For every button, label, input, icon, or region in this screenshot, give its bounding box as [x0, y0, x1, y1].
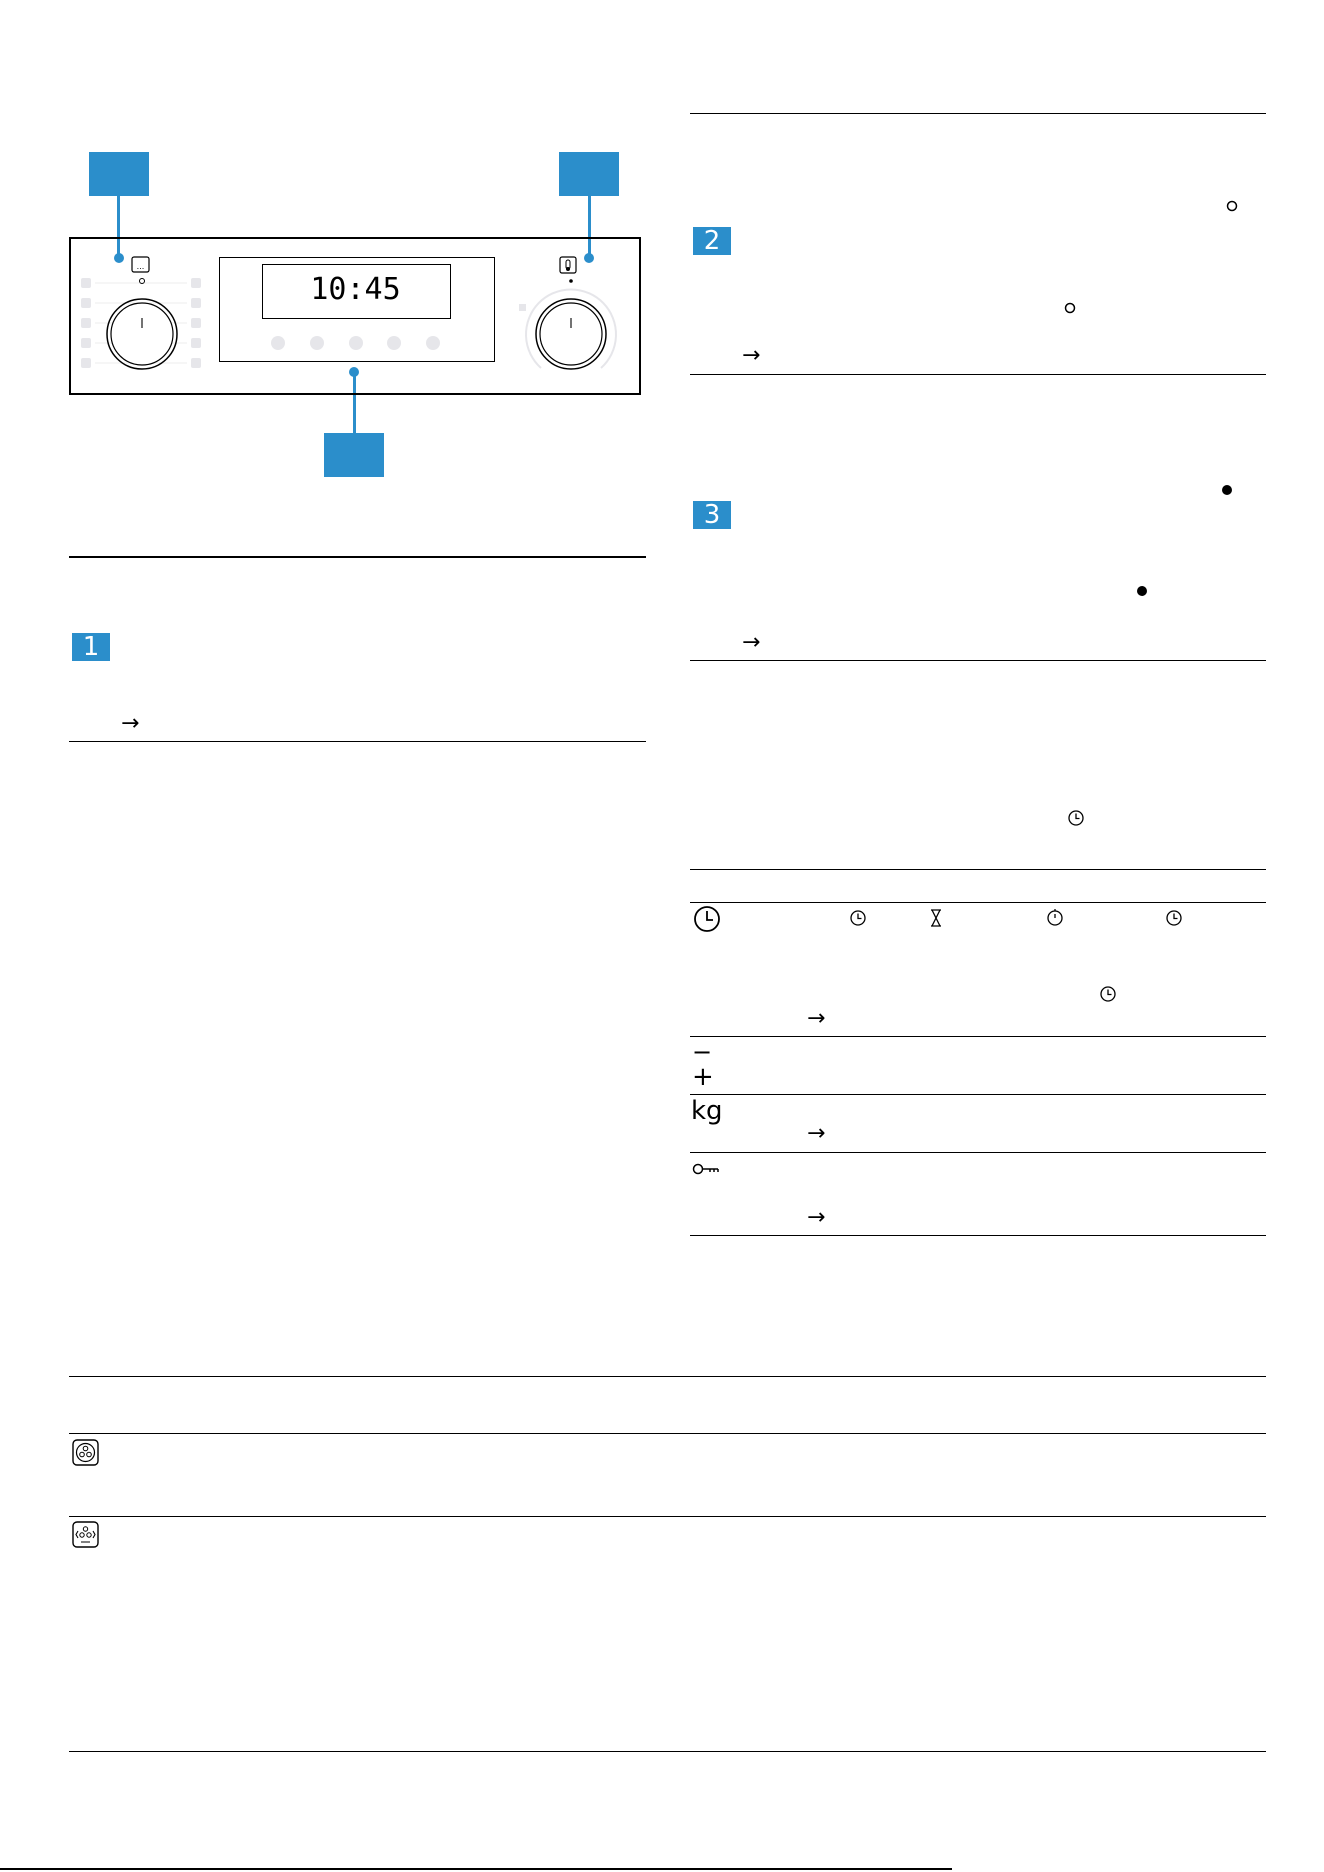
control-panel-illustration [0, 0, 660, 500]
hourglass-icon [929, 909, 943, 927]
divider [69, 556, 646, 558]
table-rule [690, 902, 1266, 903]
circle-outline-icon [1064, 302, 1076, 314]
svg-text:...: ... [136, 262, 145, 271]
clock-icon [849, 909, 867, 927]
weight-icon: kg [691, 1096, 723, 1126]
table-rule [690, 1036, 1266, 1037]
display-button[interactable] [349, 336, 363, 350]
section-badge-3: 3 [693, 501, 731, 529]
display-button[interactable] [387, 336, 401, 350]
clock-icon [1165, 909, 1183, 927]
arrow-icon: → [807, 1121, 826, 1146]
temperature-selector[interactable] [508, 248, 628, 376]
divider [690, 374, 1266, 375]
clock-icon [693, 905, 721, 933]
minus-icon: − [692, 1038, 713, 1066]
table-rule [69, 1376, 1266, 1377]
circle-filled-icon [1136, 585, 1148, 597]
table-rule [69, 1516, 1266, 1517]
arrow-icon: → [807, 1006, 826, 1031]
callout-box-left [89, 152, 149, 196]
display-button[interactable] [271, 336, 285, 350]
divider [69, 741, 646, 742]
table-rule [690, 1094, 1266, 1095]
table-rule [690, 1152, 1266, 1153]
section-badge-1: 1 [72, 633, 110, 661]
section-badge-2: 2 [693, 227, 731, 255]
function-selector[interactable] [75, 248, 210, 376]
display-module [219, 257, 495, 362]
callout-box-bottom [324, 433, 384, 477]
arrow-icon: → [742, 630, 761, 655]
display-button[interactable] [426, 336, 440, 350]
circle-filled-icon [1221, 484, 1233, 496]
arrow-icon: → [807, 1205, 826, 1230]
table-rule [69, 1433, 1266, 1434]
clock-icon [1067, 809, 1085, 827]
table-rule [690, 869, 1266, 870]
display-button[interactable] [310, 336, 324, 350]
divider [690, 113, 1266, 114]
fan-hot-air-icon [72, 1521, 99, 1548]
key-icon [692, 1162, 720, 1176]
callout-box-right [559, 152, 619, 196]
clock-icon [1099, 985, 1117, 1003]
table-rule [69, 1751, 1266, 1752]
table-rule [690, 1235, 1266, 1236]
clock-display-time: 10:45 [310, 272, 401, 307]
fan-heating-icon [72, 1439, 99, 1466]
footer-rule [0, 1868, 952, 1870]
arrow-icon: → [121, 711, 140, 736]
circle-outline-icon [1226, 200, 1238, 212]
divider [690, 660, 1266, 661]
arrow-icon: → [742, 343, 761, 368]
plus-icon: + [692, 1062, 714, 1092]
stopwatch-icon [1046, 908, 1064, 927]
